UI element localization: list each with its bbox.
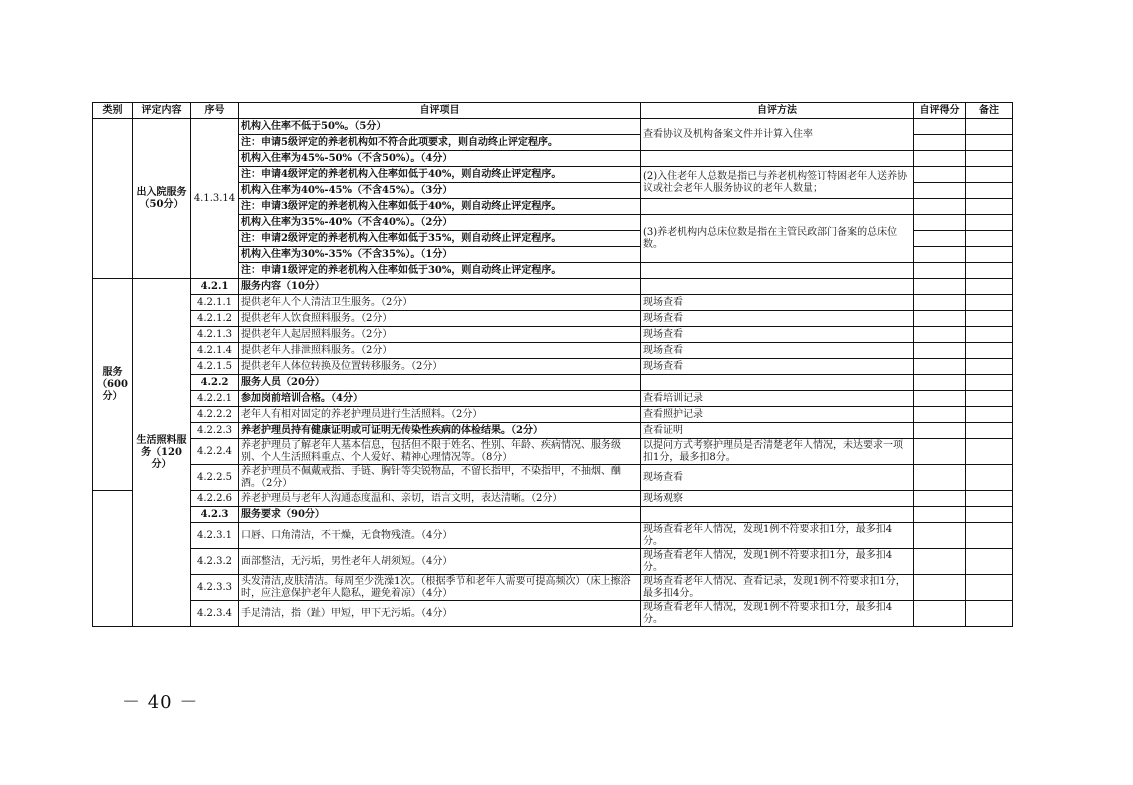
score-cell[interactable] [914,183,966,199]
remark-cell[interactable] [966,247,1013,263]
code-in-out: 4.1.3.14 [191,119,239,279]
remark-cell[interactable] [966,167,1013,183]
row-code: 4.2.3.4 [191,601,239,627]
method-empty-cell [641,263,914,279]
remark-cell[interactable] [966,151,1013,167]
score-cell[interactable] [914,575,966,601]
row-code: 4.2.2.6 [191,491,239,507]
section-title: 服务要求（90分） [239,507,641,523]
content-life-care: 生活照料服务（120分） [133,279,191,627]
table-row [93,311,1013,327]
score-cell[interactable] [914,343,966,359]
remark-cell[interactable] [966,465,1013,491]
table-row [93,439,1013,465]
header-score: 自评得分 [914,103,966,119]
method-text: 现场查看老年人情况，发现1例不符要求扣1分，最多扣4分。 [641,549,914,575]
item-text: 养老护理员不佩戴戒指、手链、胸针等尖锐物品，不留长指甲，不染指甲，不抽烟、酗酒。（2分） [239,465,641,491]
remark-cell[interactable] [966,407,1013,423]
table-row [93,523,1013,549]
remark-cell[interactable] [966,199,1013,215]
remark-cell[interactable] [966,311,1013,327]
note-text: 注：申请4级评定的养老机构入住率如低于40%，则自动终止评定程序。 [239,167,641,183]
remark-cell[interactable] [966,215,1013,231]
header-category: 类别 [93,103,133,119]
item-text: 提供老年人饮食照料服务。（2分） [239,311,641,327]
item-text: 口唇、口角清洁，不干燥，无食物残渣。（4分） [239,523,641,549]
table-row [93,465,1013,491]
score-cell[interactable] [914,199,966,215]
score-cell[interactable] [914,407,966,423]
item-text: 提供老年人起居照料服务。（2分） [239,327,641,343]
method-text: 现场查看 [641,359,914,375]
remark-cell[interactable] [966,523,1013,549]
table-row [93,343,1013,359]
row-code: 4.2.1.1 [191,295,239,311]
remark-cell[interactable] [966,343,1013,359]
score-cell[interactable] [914,491,966,507]
remark-cell[interactable] [966,439,1013,465]
score-cell[interactable] [914,507,966,523]
table-row [93,407,1013,423]
score-cell[interactable] [914,391,966,407]
method-text: 以提问方式考察护理员是否清楚老年人情况，未达要求一项扣1分，最多扣8分。 [641,439,914,465]
remark-cell[interactable] [966,375,1013,391]
score-cell[interactable] [914,151,966,167]
row-code: 4.2.3.1 [191,523,239,549]
item-text: 手足清洁，指（趾）甲短，甲下无污垢。（4分） [239,601,641,627]
note-text: 注：申请1级评定的养老机构入住率如低于30%，则自动终止评定程序。 [239,263,641,279]
method-text: 查看培训记录 [641,391,914,407]
header-content: 评定内容 [133,103,191,119]
item-text: 机构入住率为30%-35%（不含35%）。（1分） [239,247,641,263]
remark-cell[interactable] [966,575,1013,601]
header-number: 序号 [191,103,239,119]
score-cell[interactable] [914,549,966,575]
method-text: 现场查看 [641,327,914,343]
method-text: 查看证明 [641,423,914,439]
score-cell[interactable] [914,439,966,465]
remark-cell[interactable] [966,183,1013,199]
section-code: 4.2.2 [191,375,239,391]
row-code: 4.2.1.2 [191,311,239,327]
table-row [93,423,1013,439]
note-text: 注：申请3级评定的养老机构入住率如低于40%，则自动终止评定程序。 [239,199,641,215]
remark-cell[interactable] [966,295,1013,311]
method-text: 现场查看老年人情况，发现1例不符要求扣1分，最多扣4分。 [641,601,914,627]
method-empty-cell [641,375,914,391]
method-text: 现场查看 [641,295,914,311]
table-row [93,295,1013,311]
row-code: 4.2.3.2 [191,549,239,575]
item-text: 养老护理员持有健康证明或可证明无传染性疾病的体检结果。（2分） [239,423,641,439]
score-cell[interactable] [914,279,966,295]
score-cell[interactable] [914,327,966,343]
remark-cell[interactable] [966,135,1013,151]
item-text: 老年人有相对固定的养老护理员进行生活照料。（2分） [239,407,641,423]
table-row [93,601,1013,627]
item-text: 参加岗前培训合格。（4分） [239,391,641,407]
section-row [93,279,1013,295]
table-row [93,327,1013,343]
remark-cell[interactable] [966,391,1013,407]
row-code: 4.2.1.3 [191,327,239,343]
remark-cell[interactable] [966,601,1013,627]
table-row [93,119,1013,135]
row-code: 4.2.3.3 [191,575,239,601]
item-text: 提供老年人体位转换及位置转移服务。（2分） [239,359,641,375]
section-title: 服务内容（10分） [239,279,641,295]
item-text: 机构入住率不低于50%。（5分） [239,119,641,135]
score-cell[interactable] [914,295,966,311]
remark-cell[interactable] [966,423,1013,439]
remark-cell[interactable] [966,549,1013,575]
remark-cell[interactable] [966,119,1013,135]
remark-cell[interactable] [966,327,1013,343]
score-cell[interactable] [914,523,966,549]
remark-cell[interactable] [966,491,1013,507]
row-code: 4.2.1.4 [191,343,239,359]
remark-cell[interactable] [966,231,1013,247]
score-cell[interactable] [914,465,966,491]
note-text: 注：申请5级评定的养老机构如不符合此项要求，则自动终止评定程序。 [239,135,641,151]
header-remark: 备注 [966,103,1013,119]
method-text: 查看照护记录 [641,407,914,423]
score-cell[interactable] [914,119,966,135]
table-row [93,491,1013,507]
item-text: 养老护理员与老年人沟通态度温和、亲切，语言文明，表达清晰。（2分） [239,491,641,507]
score-cell[interactable] [914,263,966,279]
item-text: 头发清洁,皮肤清洁。每周至少洗澡1次。（根据季节和老年人需要可提高频次）（床上擦浴时，应注意保护老年人隐私，避免着凉）（4分） [239,575,641,601]
method-text: 现场查看老年人情况，发现1例不符要求扣1分，最多扣4分。 [641,523,914,549]
item-text: 养老护理员了解老年人基本信息，包括但不限于姓名、性别、年龄、疾病情况、服务级别、个人生活照料重点、个人爱好、精神心理情况等。（8分） [239,439,641,465]
table-row [93,359,1013,375]
method-empty-cell [641,279,914,295]
method-text: (3)养老机构内总床位数是指在主管民政部门备案的总床位数。 [641,215,914,263]
method-text: 现场查看 [641,311,914,327]
method-text: 现场查看 [641,343,914,359]
section-code: 4.2.3 [191,507,239,523]
table-row [93,549,1013,575]
method-text: 查看协议及机构备案文件并计算入住率 [641,119,914,151]
remark-cell[interactable] [966,263,1013,279]
category-empty-cell [93,119,133,279]
score-cell[interactable] [914,247,966,263]
row-code: 4.2.1.5 [191,359,239,375]
row-code: 4.2.2.1 [191,391,239,407]
method-text: 现场查看 [641,465,914,491]
score-cell[interactable] [914,135,966,151]
item-text: 提供老年人个人清洁卫生服务。（2分） [239,295,641,311]
section-row [93,375,1013,391]
section-code: 4.2.1 [191,279,239,295]
section-title: 服务人员（20分） [239,375,641,391]
method-text: 现场观察 [641,491,914,507]
evaluation-table [92,102,1013,627]
score-cell[interactable] [914,423,966,439]
header-method: 自评方法 [641,103,914,119]
table-row [93,391,1013,407]
header-item: 自评项目 [239,103,641,119]
table-row [93,575,1013,601]
remark-cell[interactable] [966,359,1013,375]
item-text: 机构入住率为35%-40%（不含40%）。（2分） [239,215,641,231]
row-code: 4.2.2.2 [191,407,239,423]
item-text: 机构入住率为40%-45%（不含45%）。（3分） [239,183,641,199]
page-number: － 40 － [122,692,199,713]
score-cell[interactable] [914,375,966,391]
method-empty-cell [641,151,914,167]
score-cell[interactable] [914,359,966,375]
method-text: 现场查看老年人情况、查看记录，发现1例不符要求扣1分，最多扣4分。 [641,575,914,601]
item-text: 提供老年人排泄照料服务。（2分） [239,343,641,359]
score-cell[interactable] [914,601,966,627]
score-cell[interactable] [914,231,966,247]
score-cell[interactable] [914,167,966,183]
section-row [93,507,1013,523]
row-code: 4.2.2.3 [191,423,239,439]
item-text: 面部整洁，无污垢，男性老年人胡须短。（4分） [239,549,641,575]
row-code: 4.2.2.4 [191,439,239,465]
category-empty-cell [93,491,133,627]
remark-cell[interactable] [966,279,1013,295]
category-service: 服务（600分） [93,279,133,491]
method-empty-cell [641,507,914,523]
content-in-out: 出入院服务（50分） [133,119,191,279]
item-text: 机构入住率为45%-50%（不含50%）。（4分） [239,151,641,167]
note-text: 注：申请2级评定的养老机构入住率如低于35%，则自动终止评定程序。 [239,231,641,247]
score-cell[interactable] [914,311,966,327]
method-empty-cell [641,199,914,215]
row-code: 4.2.2.5 [191,465,239,491]
remark-cell[interactable] [966,507,1013,523]
table-header-row [93,103,1013,119]
method-text: (2)入住老年人总数是指已与养老机构签订特困老年人送养协议或社会老年人服务协议的老年人数量； [641,167,914,199]
score-cell[interactable] [914,215,966,231]
